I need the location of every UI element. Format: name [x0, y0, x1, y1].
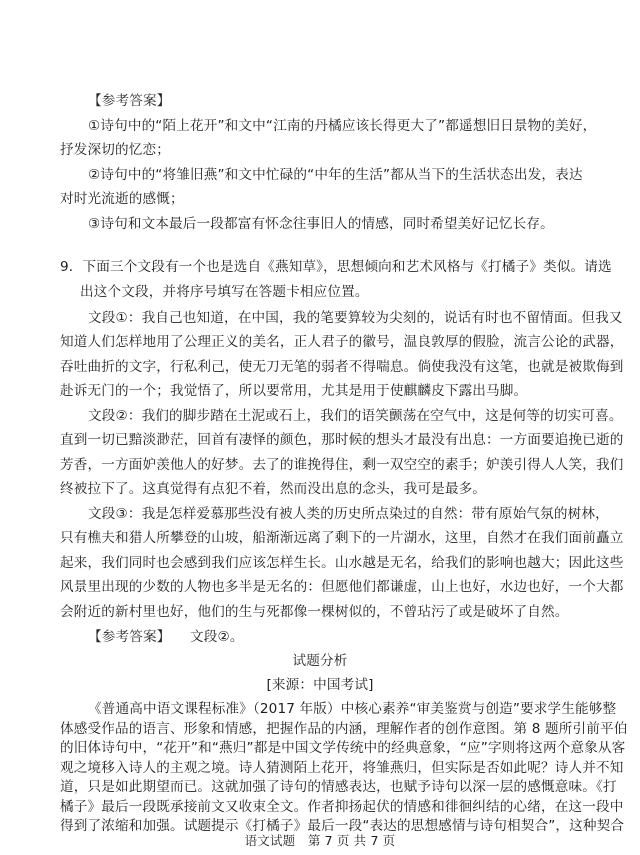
- answer-line: ②诗句中的“将雏旧燕”和文中忙碌的“中年的生活”都从当下的生活状态出发，表达: [88, 167, 583, 183]
- answer-line: ③诗句和文本最后一段都富有怀念往事旧人的情感，同时希望美好记忆长存。: [88, 216, 554, 232]
- analysis-line: 体感受作品的语言、形象和情感，把握作品的内涵，理解作者的创作意图。第 8 题所引前平伯: [60, 720, 628, 737]
- analysis-line: 《普通高中语文课程标准》（2017 年版）中核心素养“审美鉴赏与创造”要求学生能够整: [88, 701, 617, 717]
- analysis-line: 得到了浓缩和加强。试题提示《打橘子》最后一段“表达的思想感情与诗句相契合”，这种契合: [60, 818, 625, 834]
- answer-9-value: 文段②。: [190, 629, 244, 645]
- passage-3-line: 风景里出现的少数的人物也多半是无名的：但愿他们都谦虚，山上也好，水边也好，一个大都: [60, 579, 624, 595]
- analysis-line: 道，只是如此期望而已。这就加强了诗句的情感表达，也赋予诗句以深一层的感慨意味。《打: [60, 779, 617, 795]
- answer-line: 抒发深切的忆恋；: [60, 142, 170, 158]
- passage-2-line: 文段②：我们的脚步踏在土泥或石上，我们的语笑颤荡在空气中，这是何等的切实可喜。: [88, 408, 623, 424]
- question-9-line: 出这个文段，并将序号填写在答题卡相应位置。: [80, 284, 369, 300]
- analysis-line: 观之境移入诗人的主观之境。诗人猜测陌上花开，将雏燕归，但实际是否如此呢？诗人并不知: [60, 759, 624, 776]
- passage-3-line: 文段③：我是怎样爱慕那些没有被人类的历史所点染过的自然：带有原始气氛的树林，: [88, 506, 609, 522]
- answer-line: ①诗句中的“陌上花开”和文中“江南的丹橘应该长得更大了”都遥想旧日景物的美好，: [88, 118, 597, 134]
- analysis-line: 橘子》最后一段既承接前文又收束全文。作者抑扬起伏的情感和徘徊纠结的心绪，在这一段中: [60, 798, 624, 815]
- question-9-line: 9．下面三个文段有一个也是选自《燕知草》，思想倾向和艺术风格与《打橘子》类似。请选: [60, 259, 612, 275]
- passage-1-line: 吞吐曲折的文字，行私利己，使无刀无笔的弱者不得喘息。倘使我没有这笔，也就是被欺侮到: [60, 359, 624, 375]
- answer-heading: 【参考答案】: [88, 93, 171, 109]
- passage-3-line: 会附近的新村里也好，他们的生与死都像一棵树似的，不曾玷污了或是破坏了自然。: [60, 604, 569, 620]
- passage-3-line: 只有樵夫和猎人所攀登的山坡，船渐渐远离了剩下的一片湖水，这里，自然才在我们面前矗立: [60, 530, 624, 546]
- analysis-title: 试题分析: [292, 653, 348, 669]
- analysis-line: 的旧体诗句中，“花开”和“燕归”都是中国文学传统中的经典意象，“应”字则将这两个意象从客: [60, 740, 626, 756]
- passage-1-line: 知道人们怎样地用了公理正义的美名，正人君子的徽号，温良敦厚的假脸，流言公论的武器，: [60, 334, 624, 350]
- passage-2-line: 终被拉下了。这真觉得有点犯不着，然而没出息的念头，我可是最多。: [60, 481, 487, 497]
- passage-3-line: 起来，我们同时也会感到我们应该怎样生长。山水越是无名，给我们的影响也越大；因此这些: [60, 555, 624, 571]
- answer-9-heading: 【参考答案】: [88, 629, 171, 645]
- passage-1-line: 赴诉无门的一个；我觉悟了，所以要常用，尤其是用于使麒麟皮下露出马脚。: [60, 383, 528, 399]
- passage-2-line: 直到一切已黯淡渺茫，回首有凄怿的颜色，那时候的想头才最没有出息：一方面要追挽已逝的: [60, 432, 624, 448]
- answer-line: 对时光流逝的感慨；: [60, 191, 184, 207]
- analysis-source: [来源：中国考试]: [266, 677, 374, 693]
- passage-2-line: 芳香，一方面妒羡他人的好梦。去了的谁挽得住，剩一双空空的素手；妒羡引得人人笑，我们: [60, 457, 624, 473]
- page-footer: 语文试题 第 7 页 共 7 页: [244, 833, 396, 848]
- passage-1-line: 文段①：我自己也知道，在中国，我的笔要算较为尖刻的，说话有时也不留情面。但我又: [88, 310, 623, 326]
